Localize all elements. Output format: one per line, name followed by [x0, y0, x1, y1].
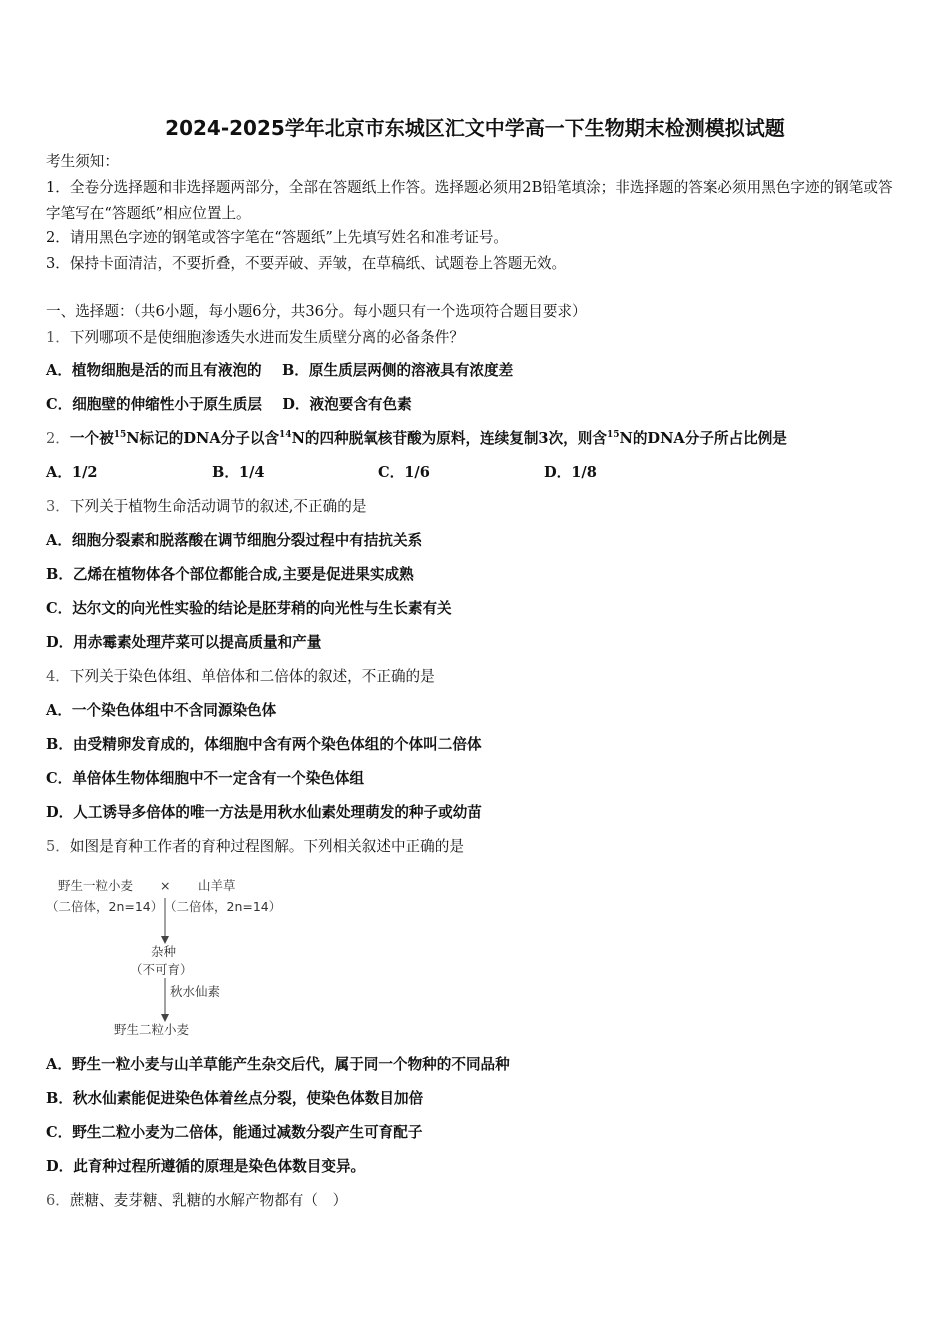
question-5-stem [46, 837, 464, 857]
hybrid-note: （不可育） [130, 962, 193, 977]
question-1-options-ab [46, 361, 513, 381]
question-2-options [46, 463, 597, 483]
parent2-note: （二倍体，2n=14） [164, 899, 282, 914]
option-d: D．此育种过程所遵循的原理是染色体数目变异。 [46, 1158, 366, 1175]
option-c: C．达尔文的向光性实验的结论是胚芽稍的向光性与生长素有关 [46, 600, 452, 617]
hybrid-label: 杂种 [151, 944, 177, 959]
question-4-stem [46, 667, 435, 687]
option-a: A．野生一粒小麦与山羊草能产生杂交后代，属于同一个物种的不同品种 [46, 1056, 510, 1073]
question-text-part: N标记的DNA分子以含 [126, 430, 280, 447]
isotope-superscript: 15 [113, 430, 127, 440]
question-1-stem [46, 328, 464, 348]
option-c: C．细胞壁的伸缩性小于原生质层 [46, 396, 262, 413]
question-6-stem [46, 1191, 347, 1211]
parent2-label: 山羊草 [198, 878, 236, 893]
notice-heading: 考生须知： [46, 153, 119, 170]
option-a: A．一个染色体组中不含同源染色体 [46, 702, 277, 719]
notice-item-3: 3．保持卡面清洁，不要折叠，不要弄破、弄皱，在草稿纸、试题卷上答题无效。 [46, 255, 567, 272]
cross-symbol: × [160, 878, 171, 893]
question-text: 下列哪项不是使细胞渗透失水进而发生质壁分离的必备条件？ [69, 329, 464, 346]
question-number: 3． [46, 498, 70, 515]
option-c: C．单倍体生物体细胞中不一定含有一个染色体组 [46, 770, 365, 787]
treatment-label: 秋水仙素 [170, 984, 221, 999]
option-d: D．用赤霉素处理芹菜可以提高质量和产量 [46, 634, 322, 651]
isotope-superscript: 14 [279, 430, 292, 440]
question-1-options-cd [46, 395, 412, 415]
option-b: B．秋水仙素能促进染色体着丝点分裂，使染色体数目加倍 [46, 1090, 424, 1107]
option-a: A．细胞分裂素和脱落酸在调节细胞分裂过程中有拮抗关系 [46, 532, 423, 549]
question-number: 4． [46, 668, 70, 685]
option-b: B．由受精卵发育成的，体细胞中含有两个染色体组的个体叫二倍体 [46, 736, 482, 753]
arrow-head [161, 1014, 169, 1022]
question-number: 6． [46, 1192, 70, 1209]
option-c: C．1/6 [378, 464, 430, 481]
option-a: A．植物细胞是活的而且有液泡的 [46, 362, 262, 379]
option-d: D．1/8 [544, 464, 597, 481]
question-number: 1． [46, 329, 70, 346]
question-number: 2． [46, 430, 70, 447]
breeding-diagram [46, 870, 296, 1040]
notice-item-1: 1．全卷分选择题和非选择题两部分，全部在答题纸上作答。选择题必须用2B铅笔填涂；非选择题的答案必须用黑色字迹的钢笔或答字笔写在“答题纸”相应位置上。 [46, 179, 893, 222]
question-text: 蔗糖、麦芽糖、乳糖的水解产物都有（ ） [69, 1192, 348, 1209]
parent1-label: 野生一粒小麦 [58, 878, 134, 893]
question-3-stem [46, 497, 366, 517]
question-text-part: N的四种脱氧核苷酸为原料，连续复制3次，则含 [291, 430, 607, 447]
option-b: B．乙烯在植物体各个部位都能合成,主要是促进果实成熟 [46, 566, 414, 583]
arrow-head [161, 936, 169, 944]
question-text-part: N的DNA分子所占比例是 [619, 430, 787, 447]
page-title: 2024-2025学年北京市东城区汇文中学高一下生物期末检测模拟试题 [165, 116, 785, 140]
result-label: 野生二粒小麦 [114, 1022, 190, 1037]
option-d: D．人工诱导多倍体的唯一方法是用秋水仙素处理萌发的种子或幼苗 [46, 804, 482, 821]
question-text: 如图是育种工作者的育种过程图解。下列相关叙述中正确的是 [69, 838, 464, 855]
question-text-part: 一个被 [69, 430, 114, 447]
option-c: C．野生二粒小麦为二倍体，能通过减数分裂产生可育配子 [46, 1124, 423, 1141]
option-b: B．原生质层两侧的溶液具有浓度差 [281, 362, 514, 379]
isotope-superscript: 15 [606, 430, 620, 440]
question-text: 下列关于植物生命活动调节的叙述,不正确的是 [69, 498, 367, 515]
question-2-stem [46, 429, 787, 449]
option-d: D．液泡要含有色素 [282, 396, 412, 413]
notice-item-2: 2．请用黑色字迹的钢笔或答字笔在“答题纸”上先填写姓名和准考证号。 [46, 229, 509, 246]
option-b: B．1/4 [212, 464, 265, 481]
parent1-note: （二倍体，2n=14） [46, 899, 164, 914]
question-number: 5． [46, 838, 70, 855]
option-a: A．1/2 [46, 464, 98, 481]
question-text: 下列关于染色体组、单倍体和二倍体的叙述，不正确的是 [69, 668, 435, 685]
section-heading: 一、选择题：（共6小题，每小题6分，共36分。每小题只有一个选项符合题目要求） [46, 303, 587, 320]
